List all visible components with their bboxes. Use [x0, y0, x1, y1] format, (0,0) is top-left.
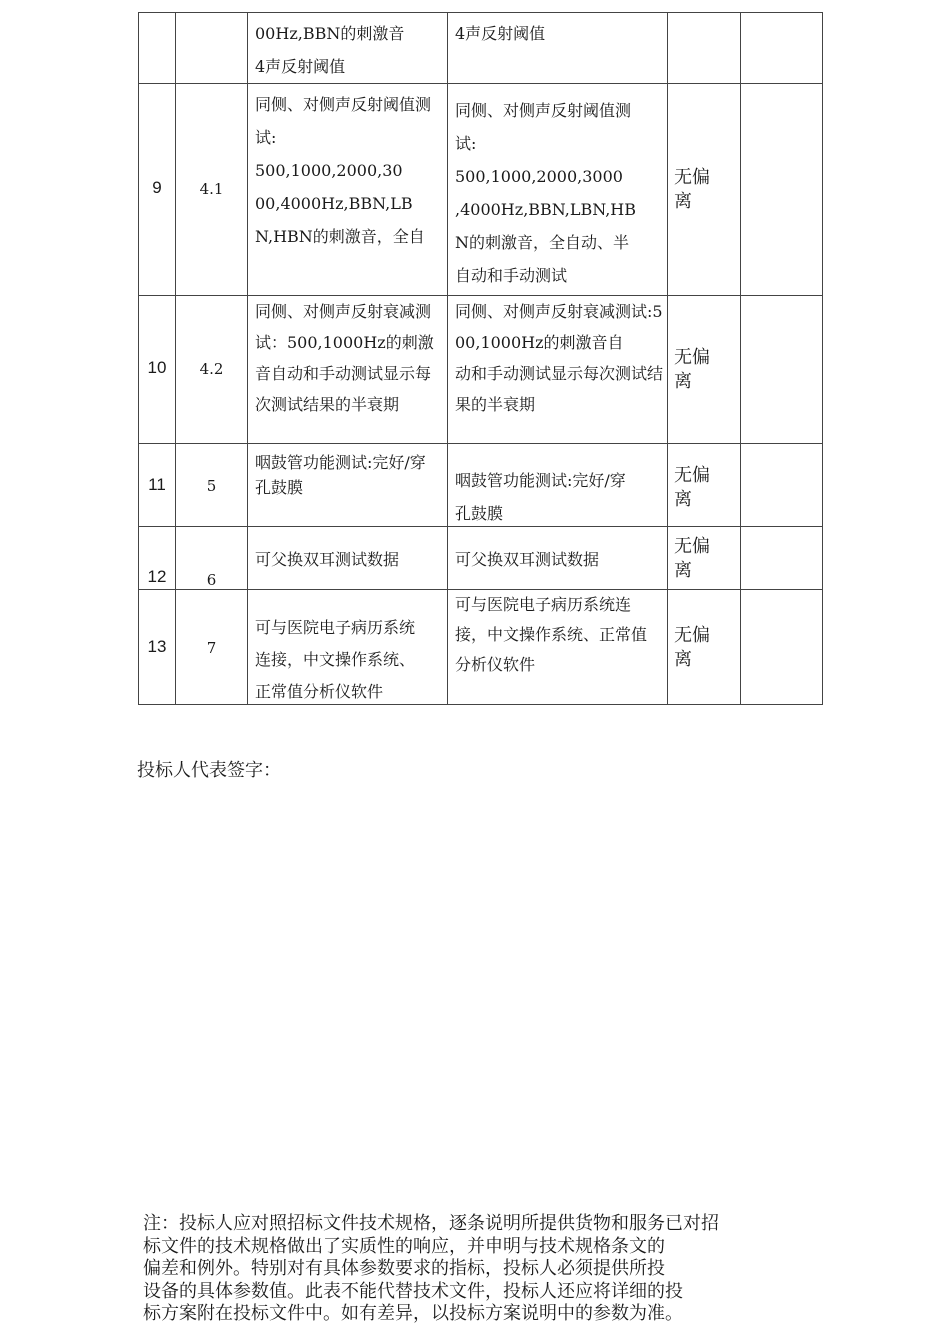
- deviation-cell: 无偏 离: [674, 347, 710, 392]
- response-text: 4声反射阈值: [455, 24, 546, 43]
- table-row: [139, 527, 823, 590]
- requirement-text: 可父换双耳测试数据: [255, 550, 400, 569]
- footnote-line: 注：投标人应对照招标文件技术规格，逐条说明所提供货物和服务已对招: [143, 1213, 719, 1234]
- row-number: 10: [147, 358, 167, 377]
- footnote-line: 标方案附在投标文件中。如有差异，以投标方案说明中的参数为准。: [143, 1303, 683, 1324]
- requirement-text: 咽鼓管功能测试:完好/穿 孔鼓膜: [255, 453, 426, 497]
- deviation-cell: 无偏 离: [674, 465, 710, 510]
- signature-label: 投标人代表签字：: [137, 760, 281, 781]
- remarks-cell: [741, 590, 822, 704]
- requirement-text: 可与医院电子病历系统 连接，中文操作系统、 正常值分析仪软件: [255, 618, 416, 701]
- table-row: [139, 590, 823, 705]
- clause-number: 7: [206, 639, 217, 657]
- response-text: 同侧、对侧声反射衰减测试:500,1000Hz的刺激音自 动和手动测试显示每次测试结果的半衰期: [455, 302, 664, 414]
- remarks-cell: [741, 13, 822, 83]
- row-number: 11: [148, 475, 166, 494]
- footnote-line: 偏差和例外。特别对有具体参数要求的指标，投标人必须提供所投: [143, 1258, 665, 1279]
- clause-number: 6: [206, 571, 217, 589]
- response-text: 咽鼓管功能测试:完好/穿 孔鼓膜: [455, 471, 626, 523]
- clause-number: 4.2: [199, 360, 224, 378]
- table-row: [139, 444, 823, 527]
- deviation-cell: 无偏 离: [674, 167, 710, 212]
- clause-number: [176, 13, 247, 83]
- clause-number: 4.1: [199, 180, 224, 198]
- deviation-table: [138, 12, 823, 705]
- remarks-cell: [741, 84, 822, 295]
- deviation-cell: 无偏 离: [674, 625, 710, 670]
- row-number: 12: [147, 567, 167, 586]
- row-number: [139, 13, 175, 83]
- table-row: [139, 296, 823, 444]
- clause-number: 5: [206, 477, 217, 495]
- response-text: 可父换双耳测试数据: [455, 550, 600, 569]
- response-text: 同侧、对侧声反射阈值测 试: 500,1000,2000,3000 ,4000Hz,BBN,LBN,HB N的刺激音，全自动、半 自动和手动测试: [455, 101, 637, 285]
- remarks-cell: [741, 444, 822, 526]
- response-text: 可与医院电子病历系统连 接，中文操作系统、正常值 分析仪软件: [455, 595, 648, 674]
- footnote-line: 标文件的技术规格做出了实质性的响应，并申明与技术规格条文的: [143, 1235, 665, 1257]
- row-number: 13: [147, 637, 167, 656]
- requirement-text: 同侧、对侧声反射衰减测试：500,1000Hz的刺激音自动和手动测试显示每次测试结果的半衰期: [255, 302, 434, 414]
- requirement-text: 00Hz,BBN的刺激音 4声反射阈值: [255, 24, 405, 76]
- table-row: [139, 13, 823, 84]
- table-row: [139, 84, 823, 296]
- remarks-cell: [741, 527, 822, 589]
- footnote: [143, 1213, 803, 1326]
- footnote-line: 设备的具体参数值。此表不能代替技术文件，投标人还应将详细的投: [143, 1280, 683, 1302]
- row-number: 9: [152, 178, 162, 197]
- remarks-cell: [741, 296, 822, 443]
- deviation-cell: [668, 13, 740, 83]
- requirement-text: 同侧、对侧声反射阈值测 试: 500,1000,2000,30 00,4000Hz,BBN,LB N,HBN的刺激音，全自: [255, 95, 432, 246]
- deviation-cell: 无偏 离: [674, 536, 710, 581]
